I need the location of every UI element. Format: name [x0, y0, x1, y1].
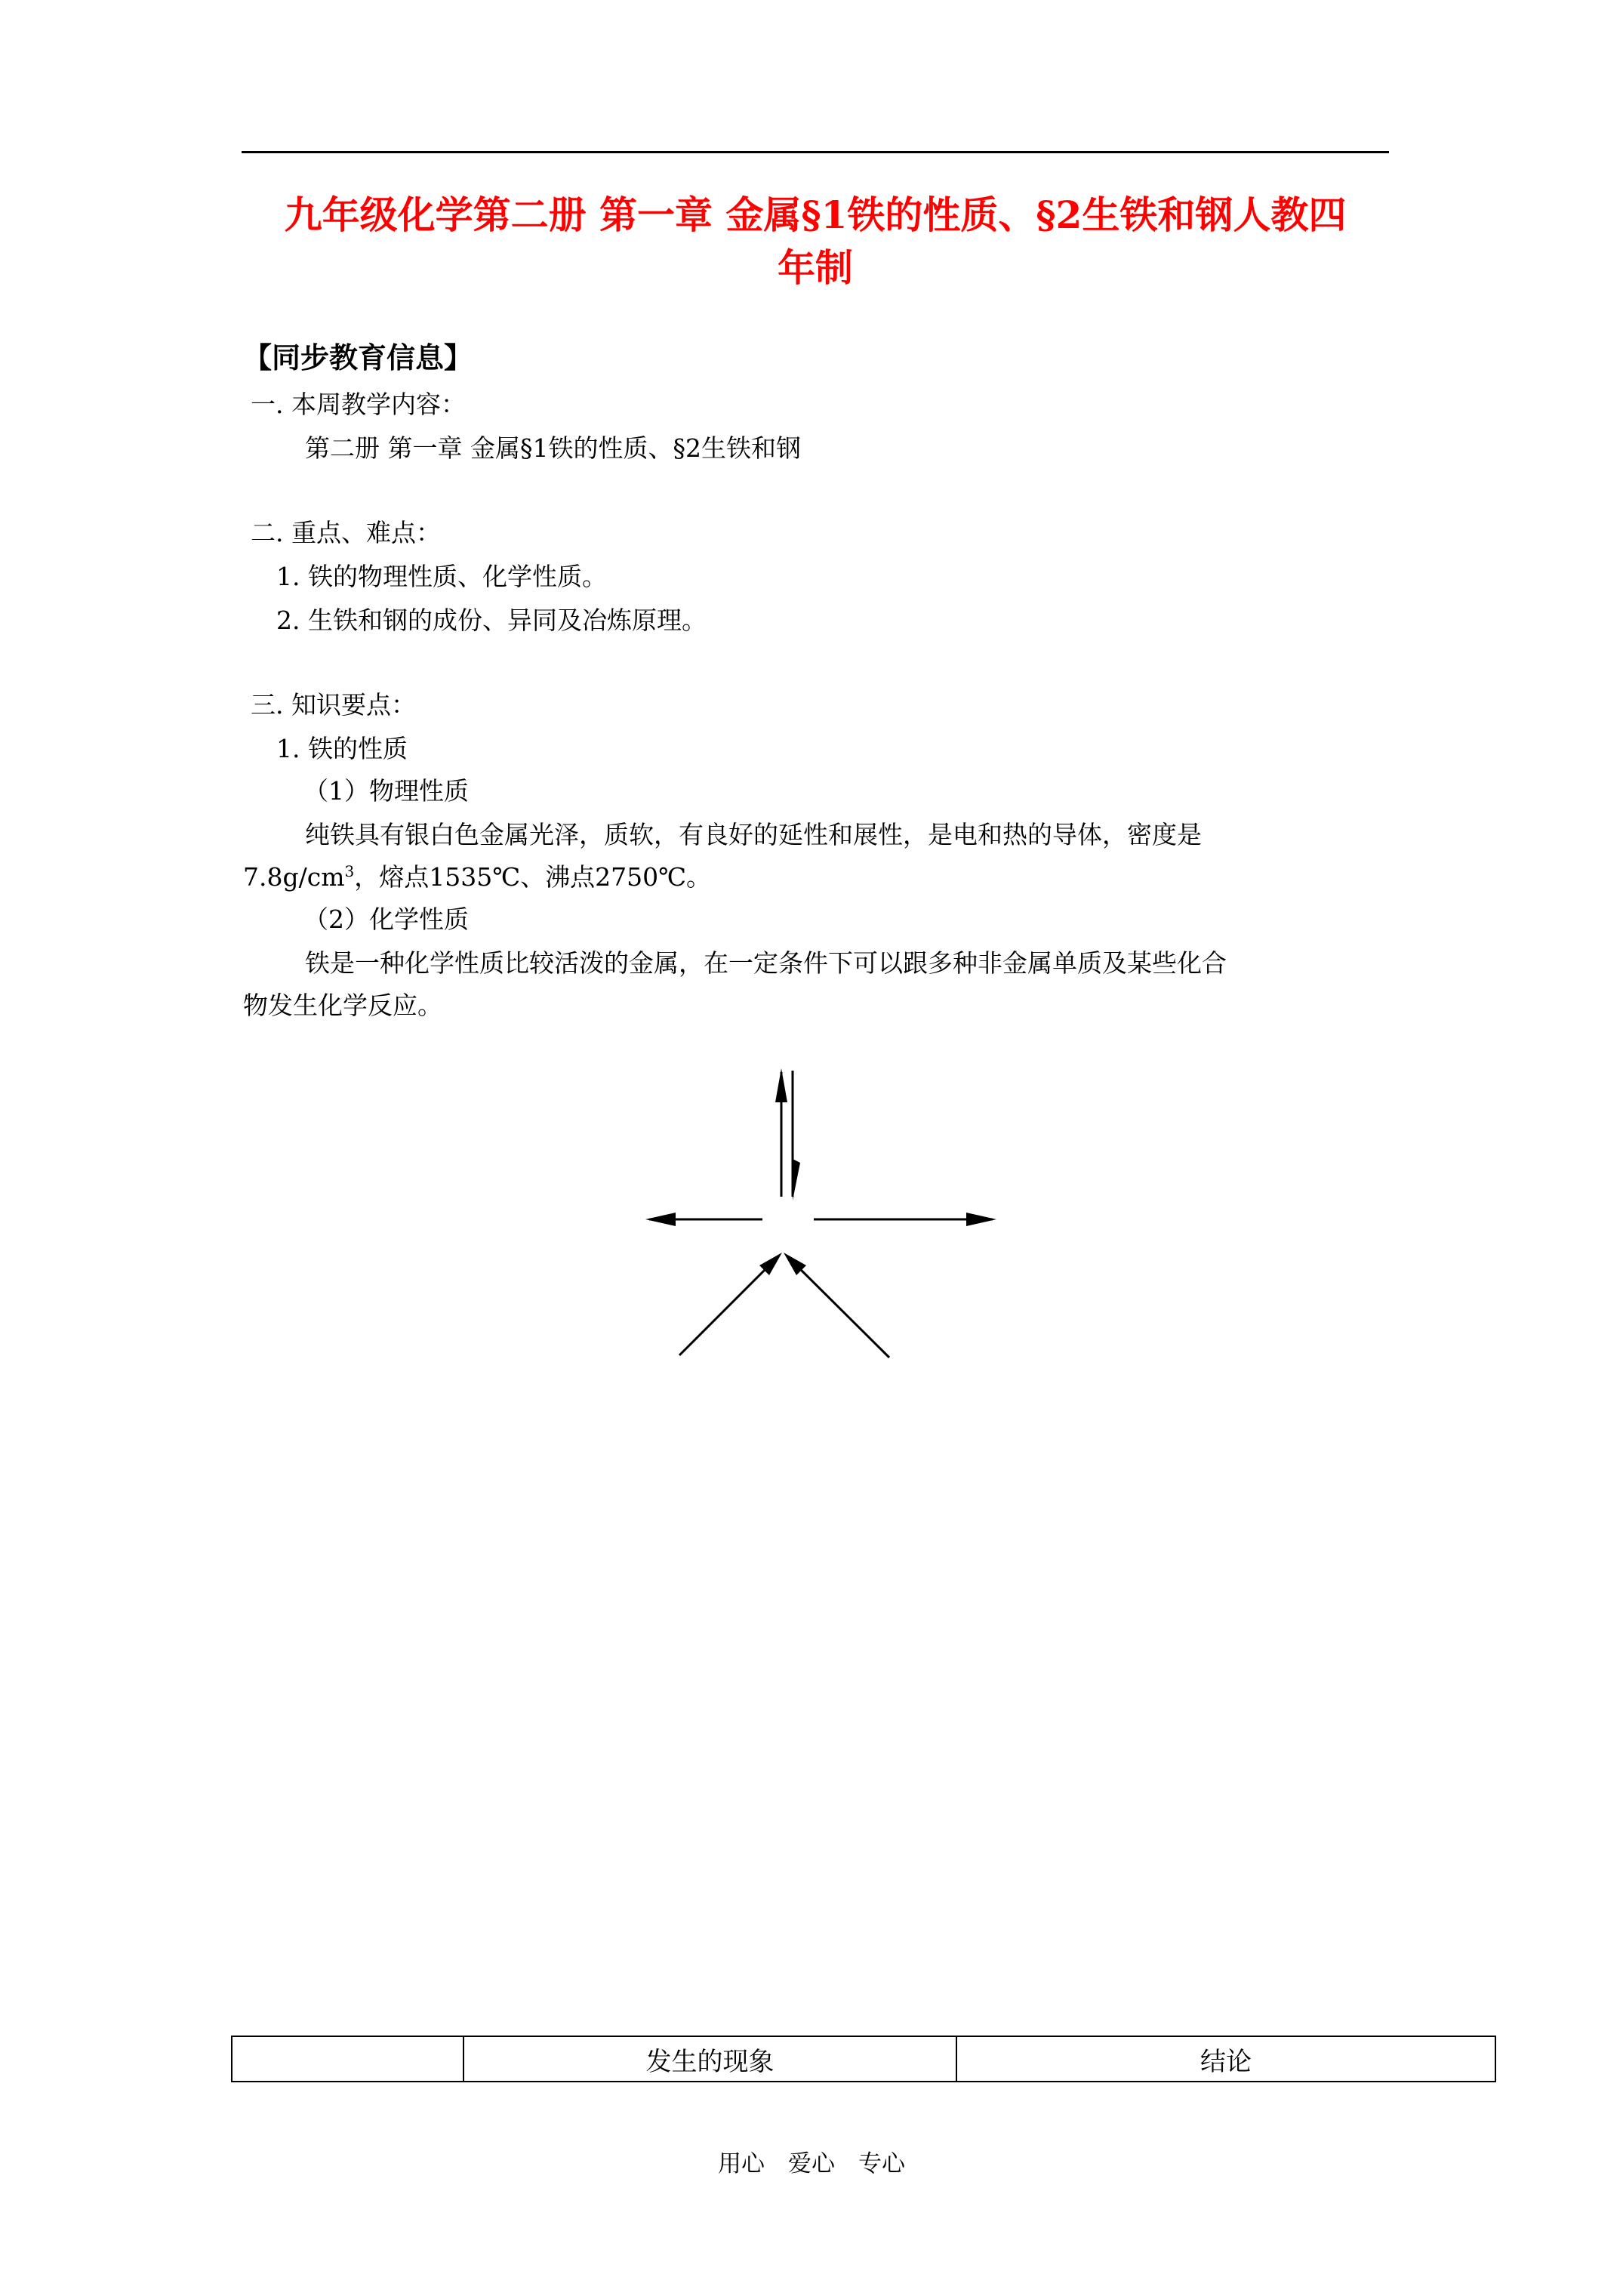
- section-3-item-1: 1. 铁的性质: [276, 734, 408, 763]
- arrow-down-head: [793, 1159, 800, 1200]
- arrow-left-head: [645, 1213, 676, 1226]
- melting-boiling-points: ，熔点1535℃、沸点2750℃。: [354, 862, 712, 892]
- section-3-heading: 三. 知识要点：: [251, 690, 416, 720]
- chemical-properties-line-2: 物发生化学反应。: [243, 991, 442, 1020]
- chemical-properties-line-1: 铁是一种化学性质比较活泼的金属，在一定条件下可以跟多种非金属单质及某些化合: [305, 948, 1227, 978]
- info-heading: 【同步教育信息】: [243, 341, 473, 374]
- density-value: 7.8g/cm: [243, 862, 345, 892]
- density-unit-exponent: 3: [344, 862, 355, 880]
- page-footer: 用心 爱心 专心: [718, 2150, 905, 2177]
- section-2-item-2: 2. 生铁和钢的成份、异同及冶炼原理。: [276, 606, 707, 635]
- title-line-1: 九年级化学第二册 第一章 金属§1铁的性质、§2生铁和钢人教四: [284, 193, 1347, 237]
- subheading-physical-properties: （1）物理性质: [303, 776, 469, 806]
- arrow-up-head: [775, 1068, 787, 1102]
- table-header-row: [232, 2036, 1495, 2082]
- title-line-2: 年制: [778, 245, 853, 290]
- section-2-heading: 二. 重点、难点：: [251, 518, 441, 547]
- table-header-cell-empty: [232, 2036, 463, 2082]
- section-1-heading: 一. 本周教学内容：: [251, 390, 466, 419]
- table-header-cell-conclusion: 结论: [956, 2036, 1495, 2082]
- section-2-item-1: 1. 铁的物理性质、化学性质。: [276, 562, 607, 591]
- arrow-right-head: [966, 1213, 996, 1226]
- subheading-chemical-properties: （2）化学性质: [303, 905, 469, 934]
- experiment-table: [231, 2036, 1496, 2082]
- table-header-cell-phenomenon: 发生的现象: [463, 2036, 956, 2082]
- arrow-diag-left-line: [679, 1257, 778, 1355]
- section-1-body: 第二册 第一章 金属§1铁的性质、§2生铁和钢: [305, 433, 801, 463]
- arrow-diag-right-line: [788, 1257, 889, 1358]
- physical-properties-line-1: 纯铁具有银白色金属光泽，质软，有良好的延性和展性，是电和热的导体，密度是: [305, 820, 1202, 849]
